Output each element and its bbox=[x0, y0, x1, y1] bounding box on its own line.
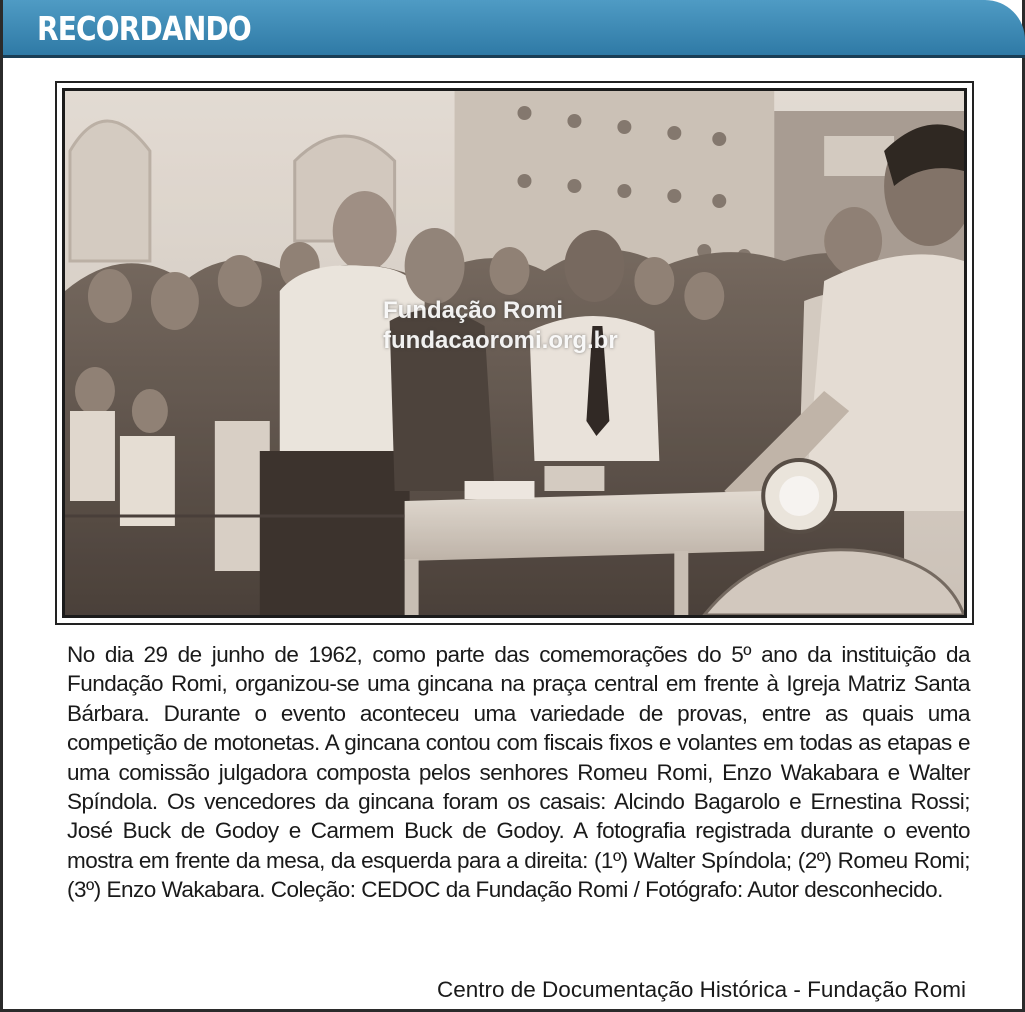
photo-credit: Centro de Documentação Histórica - Fundação Romi bbox=[437, 977, 966, 1002]
watermark bbox=[383, 296, 618, 356]
section-header bbox=[3, 0, 1025, 58]
historical-photo bbox=[62, 88, 967, 618]
photo-frame bbox=[55, 81, 974, 625]
watermark-title: Fundação Romi bbox=[383, 297, 564, 324]
section-title: RECORDANDO bbox=[37, 9, 251, 48]
photo-caption: No dia 29 de junho de 1962, como parte das comemorações do 5º ano da instituição da Fundação Romi, organizou-se uma gincana na praça central em frente à Igreja Matriz Santa Bárbara. Durante o evento aconteceu uma variedade de provas, entre as quais uma competição de motonetas. A gincana contou com fiscais fixos e volantes em todas as etapas e uma comissão julgadora composta pelos senhores Romeu Romi, Enzo Wakabara e Walter Spíndola. Os vencedores da gincana foram os casais: Alcindo Bagarolo e Ernestina Rossi; José Buck de Godoy e Carmem Buck de Godoy. A fotografia registrada durante o evento mostra em frente da mesa, da esquerda para a direita: (1º) Walter Spíndola; (2º) Romeu Romi; (3º) Enzo Wakabara. Coleção: CEDOC da Fundação Romi / Fotógrafo: Autor desconhecido. bbox=[67, 642, 970, 903]
watermark-url: fundacaoromi.org.br bbox=[383, 327, 618, 354]
